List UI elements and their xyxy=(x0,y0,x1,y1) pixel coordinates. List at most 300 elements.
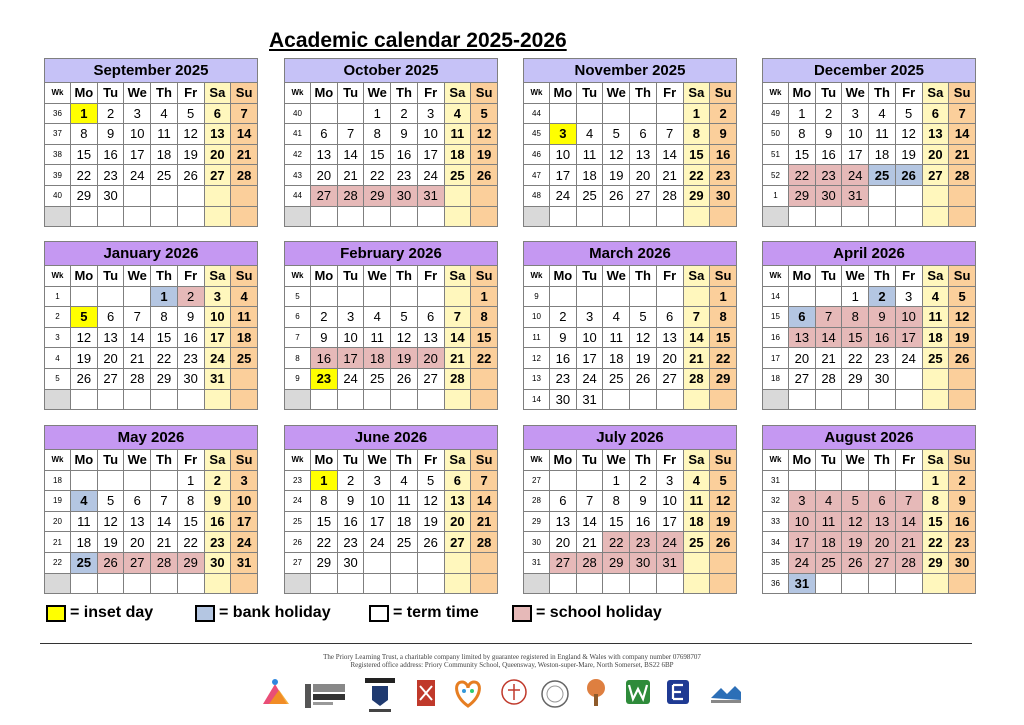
week-number: 42 xyxy=(285,144,311,165)
day-cell: 12 xyxy=(177,124,204,145)
week-row xyxy=(45,144,258,165)
day-cell: 25 xyxy=(231,348,258,369)
week-row xyxy=(45,511,258,532)
week-number: 36 xyxy=(763,573,789,594)
month-table xyxy=(284,241,498,410)
day-cell: 18 xyxy=(444,144,471,165)
day-cell xyxy=(97,389,124,410)
day-cell: 1 xyxy=(364,103,391,124)
day-cell: 24 xyxy=(204,348,231,369)
day-cell: 31 xyxy=(789,573,816,594)
day-header-fr: Fr xyxy=(177,83,204,104)
day-cell: 31 xyxy=(417,185,444,206)
day-cell: 18 xyxy=(231,327,258,348)
week-number: 51 xyxy=(763,144,789,165)
day-cell xyxy=(656,389,683,410)
month-table xyxy=(284,425,498,594)
week-row xyxy=(285,491,498,512)
month-table xyxy=(762,241,976,410)
week-number: 13 xyxy=(524,368,550,389)
day-cell xyxy=(842,206,869,227)
day-header-sa: Sa xyxy=(683,266,710,287)
week-row xyxy=(45,165,258,186)
day-header-fr: Fr xyxy=(656,83,683,104)
day-cell: 24 xyxy=(656,532,683,553)
day-cell xyxy=(444,185,471,206)
week-row xyxy=(285,165,498,186)
week-number: 19 xyxy=(45,491,71,512)
week-row xyxy=(285,532,498,553)
day-cell xyxy=(895,206,922,227)
day-cell xyxy=(177,185,204,206)
day-cell xyxy=(444,573,471,594)
day-cell: 26 xyxy=(842,552,869,573)
day-cell xyxy=(550,470,577,491)
day-cell: 9 xyxy=(630,491,657,512)
day-cell: 18 xyxy=(71,532,98,553)
day-cell: 18 xyxy=(922,327,949,348)
day-cell: 3 xyxy=(576,307,603,328)
day-cell xyxy=(151,470,178,491)
week-row xyxy=(45,103,258,124)
week-row xyxy=(45,491,258,512)
day-cell: 3 xyxy=(842,103,869,124)
day-cell: 27 xyxy=(124,552,151,573)
day-cell: 3 xyxy=(124,103,151,124)
week-row xyxy=(45,389,258,410)
day-header-mo: Mo xyxy=(789,83,816,104)
day-cell: 3 xyxy=(204,286,231,307)
day-cell: 8 xyxy=(364,124,391,145)
day-cell: 23 xyxy=(869,348,896,369)
week-row xyxy=(285,573,498,594)
day-cell xyxy=(337,206,364,227)
day-cell: 20 xyxy=(550,532,577,553)
day-header-we: We xyxy=(124,266,151,287)
day-cell: 26 xyxy=(949,348,976,369)
day-header-tu: Tu xyxy=(576,266,603,287)
week-number xyxy=(45,573,71,594)
day-cell: 9 xyxy=(97,124,124,145)
day-cell: 6 xyxy=(204,103,231,124)
week-row xyxy=(763,307,976,328)
day-cell xyxy=(630,286,657,307)
month-table xyxy=(44,58,258,227)
day-cell: 7 xyxy=(949,103,976,124)
day-header-su: Su xyxy=(471,266,498,287)
week-row xyxy=(763,552,976,573)
month-calendar xyxy=(762,425,976,594)
week-number: 27 xyxy=(285,552,311,573)
day-cell: 27 xyxy=(204,165,231,186)
day-header-su: Su xyxy=(710,266,737,287)
week-row xyxy=(763,573,976,594)
day-cell xyxy=(550,286,577,307)
week-column-header: Wk xyxy=(285,450,311,471)
day-cell xyxy=(869,185,896,206)
day-cell: 5 xyxy=(97,491,124,512)
week-row xyxy=(45,532,258,553)
day-header-mo: Mo xyxy=(550,450,577,471)
day-cell: 11 xyxy=(869,124,896,145)
day-cell: 13 xyxy=(869,511,896,532)
day-cell xyxy=(789,286,816,307)
day-cell: 20 xyxy=(630,165,657,186)
week-column-header: Wk xyxy=(285,83,311,104)
day-cell: 11 xyxy=(444,124,471,145)
month-title: March 2026 xyxy=(524,242,737,266)
day-cell: 2 xyxy=(949,470,976,491)
week-number: 3 xyxy=(45,327,71,348)
day-cell: 28 xyxy=(949,165,976,186)
day-cell: 27 xyxy=(311,185,338,206)
week-row xyxy=(524,165,737,186)
day-header-sa: Sa xyxy=(922,83,949,104)
day-cell: 7 xyxy=(444,307,471,328)
day-cell xyxy=(204,573,231,594)
day-header-fr: Fr xyxy=(177,266,204,287)
day-cell: 10 xyxy=(124,124,151,145)
day-cell xyxy=(444,206,471,227)
day-cell xyxy=(124,206,151,227)
week-number: 52 xyxy=(763,165,789,186)
day-cell: 30 xyxy=(869,368,896,389)
day-cell: 5 xyxy=(471,103,498,124)
day-cell: 13 xyxy=(922,124,949,145)
day-cell xyxy=(124,470,151,491)
day-cell: 4 xyxy=(683,470,710,491)
day-cell xyxy=(576,286,603,307)
day-cell: 28 xyxy=(895,552,922,573)
day-cell xyxy=(683,286,710,307)
day-cell xyxy=(576,470,603,491)
week-row xyxy=(763,144,976,165)
day-cell xyxy=(656,103,683,124)
week-row xyxy=(524,124,737,145)
day-cell xyxy=(630,206,657,227)
day-header-we: We xyxy=(364,450,391,471)
week-column-header: Wk xyxy=(763,450,789,471)
week-number: 31 xyxy=(524,552,550,573)
day-cell: 11 xyxy=(391,491,418,512)
day-cell: 15 xyxy=(922,511,949,532)
day-cell xyxy=(630,389,657,410)
day-cell xyxy=(603,286,630,307)
day-cell: 23 xyxy=(204,532,231,553)
day-header-mo: Mo xyxy=(789,450,816,471)
legend-inset xyxy=(46,604,153,622)
day-cell: 23 xyxy=(550,368,577,389)
day-cell: 2 xyxy=(97,103,124,124)
day-cell: 28 xyxy=(444,368,471,389)
day-cell: 12 xyxy=(71,327,98,348)
day-cell: 14 xyxy=(949,124,976,145)
day-cell xyxy=(151,389,178,410)
week-column-header: Wk xyxy=(45,450,71,471)
day-cell: 13 xyxy=(417,327,444,348)
day-header-tu: Tu xyxy=(337,450,364,471)
day-cell: 19 xyxy=(471,144,498,165)
day-cell: 30 xyxy=(97,185,124,206)
day-cell: 24 xyxy=(124,165,151,186)
month-calendar xyxy=(284,425,498,594)
day-cell xyxy=(815,286,842,307)
day-cell xyxy=(204,389,231,410)
day-cell xyxy=(576,573,603,594)
day-cell: 12 xyxy=(471,124,498,145)
week-row xyxy=(285,307,498,328)
week-number xyxy=(285,389,311,410)
berrow-primary-logo xyxy=(705,676,745,716)
day-cell xyxy=(471,573,498,594)
day-cell: 14 xyxy=(444,327,471,348)
week-number: 41 xyxy=(285,124,311,145)
day-cell xyxy=(71,389,98,410)
day-cell: 1 xyxy=(177,470,204,491)
day-header-we: We xyxy=(364,83,391,104)
week-number: 46 xyxy=(524,144,550,165)
day-cell: 27 xyxy=(656,368,683,389)
week-number xyxy=(763,389,789,410)
day-cell xyxy=(444,389,471,410)
day-header-mo: Mo xyxy=(789,266,816,287)
day-cell xyxy=(391,552,418,573)
day-header-fr: Fr xyxy=(177,450,204,471)
day-cell: 6 xyxy=(311,124,338,145)
west-huntspill-logo xyxy=(623,676,653,716)
day-cell: 4 xyxy=(815,491,842,512)
footer-address-line: Registered office address: Priory Community School, Queensway, Weston-super-Mare, North Somerset, BS22 6BP xyxy=(350,661,674,669)
day-cell: 19 xyxy=(895,144,922,165)
day-cell: 26 xyxy=(471,165,498,186)
week-row xyxy=(45,307,258,328)
week-row xyxy=(524,511,737,532)
week-row xyxy=(524,144,737,165)
day-cell xyxy=(922,573,949,594)
week-number: 25 xyxy=(285,511,311,532)
day-cell: 20 xyxy=(124,532,151,553)
day-cell: 18 xyxy=(391,511,418,532)
day-header-th: Th xyxy=(151,450,178,471)
week-row xyxy=(45,185,258,206)
day-cell xyxy=(124,185,151,206)
month-title: August 2026 xyxy=(763,426,976,450)
day-cell: 22 xyxy=(842,348,869,369)
day-header-su: Su xyxy=(949,83,976,104)
day-cell: 20 xyxy=(204,144,231,165)
day-cell: 25 xyxy=(364,368,391,389)
week-number: 29 xyxy=(524,511,550,532)
day-cell: 11 xyxy=(683,491,710,512)
day-cell: 15 xyxy=(364,144,391,165)
day-cell: 5 xyxy=(949,286,976,307)
day-cell xyxy=(603,389,630,410)
day-cell: 15 xyxy=(71,144,98,165)
day-cell: 23 xyxy=(630,532,657,553)
day-cell: 23 xyxy=(949,532,976,553)
day-cell: 11 xyxy=(151,124,178,145)
day-cell xyxy=(231,185,258,206)
day-cell xyxy=(815,389,842,410)
week-number: 37 xyxy=(45,124,71,145)
day-cell: 1 xyxy=(151,286,178,307)
week-row xyxy=(524,573,737,594)
month-table xyxy=(44,241,258,410)
week-number: 4 xyxy=(45,348,71,369)
st-annes-academy-logo xyxy=(499,676,529,716)
day-cell xyxy=(603,573,630,594)
day-cell xyxy=(656,573,683,594)
day-cell: 12 xyxy=(710,491,737,512)
day-cell: 24 xyxy=(337,368,364,389)
day-cell: 16 xyxy=(204,511,231,532)
day-cell xyxy=(949,206,976,227)
day-cell xyxy=(895,470,922,491)
day-cell xyxy=(710,389,737,410)
day-cell xyxy=(869,206,896,227)
month-table xyxy=(523,241,737,410)
day-cell xyxy=(603,206,630,227)
day-cell: 8 xyxy=(177,491,204,512)
day-cell: 22 xyxy=(364,165,391,186)
week-number: 22 xyxy=(45,552,71,573)
day-cell: 28 xyxy=(683,368,710,389)
day-cell: 18 xyxy=(603,348,630,369)
day-cell: 28 xyxy=(471,532,498,553)
day-cell: 5 xyxy=(895,103,922,124)
day-header-sa: Sa xyxy=(444,83,471,104)
week-number: 18 xyxy=(763,368,789,389)
day-cell: 22 xyxy=(311,532,338,553)
day-header-mo: Mo xyxy=(311,266,338,287)
week-number: 44 xyxy=(524,103,550,124)
day-cell: 14 xyxy=(656,144,683,165)
day-cell: 1 xyxy=(71,103,98,124)
day-cell xyxy=(311,573,338,594)
day-cell xyxy=(97,573,124,594)
day-cell: 2 xyxy=(710,103,737,124)
week-row xyxy=(524,206,737,227)
day-cell: 17 xyxy=(789,532,816,553)
day-cell xyxy=(710,206,737,227)
day-cell: 16 xyxy=(391,144,418,165)
day-cell: 12 xyxy=(895,124,922,145)
day-header-mo: Mo xyxy=(311,83,338,104)
day-header-tu: Tu xyxy=(97,266,124,287)
day-cell: 16 xyxy=(815,144,842,165)
day-cell xyxy=(895,389,922,410)
day-cell xyxy=(444,552,471,573)
day-cell xyxy=(71,206,98,227)
week-row xyxy=(45,124,258,145)
day-cell xyxy=(417,573,444,594)
week-number: 35 xyxy=(763,552,789,573)
day-cell: 12 xyxy=(97,511,124,532)
week-number: 27 xyxy=(524,470,550,491)
day-cell: 23 xyxy=(710,165,737,186)
day-cell xyxy=(922,185,949,206)
day-cell: 23 xyxy=(177,348,204,369)
day-cell: 6 xyxy=(444,470,471,491)
tree-school-logo xyxy=(581,676,611,716)
worle-community-school-logo xyxy=(363,676,397,716)
day-cell: 25 xyxy=(444,165,471,186)
day-cell: 14 xyxy=(151,511,178,532)
day-cell: 30 xyxy=(710,185,737,206)
day-header-su: Su xyxy=(231,450,258,471)
day-cell: 29 xyxy=(177,552,204,573)
week-number: 14 xyxy=(524,389,550,410)
day-header-th: Th xyxy=(869,450,896,471)
day-cell: 30 xyxy=(815,185,842,206)
day-cell xyxy=(815,470,842,491)
day-header-th: Th xyxy=(630,83,657,104)
week-number: 50 xyxy=(763,124,789,145)
day-header-su: Su xyxy=(231,266,258,287)
day-cell: 25 xyxy=(603,368,630,389)
day-cell: 27 xyxy=(869,552,896,573)
month-table xyxy=(762,425,976,594)
day-cell: 17 xyxy=(417,144,444,165)
day-cell xyxy=(576,206,603,227)
week-row xyxy=(763,103,976,124)
month-title: July 2026 xyxy=(524,426,737,450)
day-cell: 3 xyxy=(417,103,444,124)
day-header-we: We xyxy=(603,266,630,287)
month-title: February 2026 xyxy=(285,242,498,266)
day-cell: 16 xyxy=(630,511,657,532)
day-header-th: Th xyxy=(630,450,657,471)
day-cell: 6 xyxy=(417,307,444,328)
week-row xyxy=(285,511,498,532)
day-cell: 25 xyxy=(71,552,98,573)
day-cell xyxy=(231,206,258,227)
day-cell: 12 xyxy=(417,491,444,512)
day-cell: 8 xyxy=(311,491,338,512)
day-cell: 26 xyxy=(71,368,98,389)
day-cell: 23 xyxy=(97,165,124,186)
day-cell xyxy=(97,470,124,491)
day-header-th: Th xyxy=(151,266,178,287)
day-cell xyxy=(576,103,603,124)
day-cell xyxy=(869,389,896,410)
day-cell: 13 xyxy=(550,511,577,532)
day-header-tu: Tu xyxy=(815,83,842,104)
day-cell: 18 xyxy=(869,144,896,165)
day-cell: 2 xyxy=(550,307,577,328)
day-cell xyxy=(710,552,737,573)
day-cell: 23 xyxy=(815,165,842,186)
day-cell xyxy=(391,573,418,594)
day-cell: 13 xyxy=(124,511,151,532)
week-row xyxy=(763,286,976,307)
week-row xyxy=(45,206,258,227)
month-calendar xyxy=(523,425,737,594)
day-cell: 21 xyxy=(949,144,976,165)
day-cell: 1 xyxy=(471,286,498,307)
day-cell: 21 xyxy=(656,165,683,186)
week-row xyxy=(763,511,976,532)
day-cell: 5 xyxy=(417,470,444,491)
day-cell xyxy=(391,206,418,227)
day-cell: 28 xyxy=(151,552,178,573)
day-cell xyxy=(895,573,922,594)
day-header-we: We xyxy=(603,83,630,104)
day-cell: 13 xyxy=(204,124,231,145)
day-cell: 4 xyxy=(231,286,258,307)
week-column-header: Wk xyxy=(524,83,550,104)
day-cell: 7 xyxy=(815,307,842,328)
